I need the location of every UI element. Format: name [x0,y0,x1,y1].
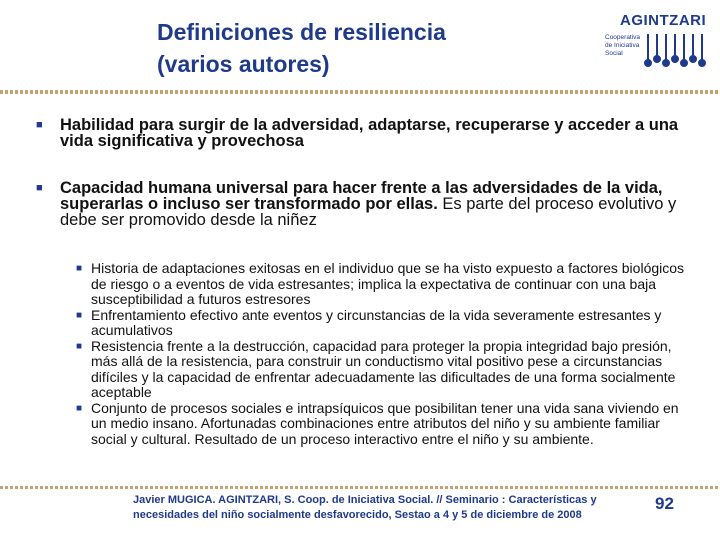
footer-citation: Javier MUGICA. AGINTZARI, S. Coop. de Iniciativa Social. // Seminario : Características y necesidades del niño socialmente desfavorecido, Sestao a 4 y 5 de diciembre de 2008 [133,494,597,521]
logo-name: AGINTZARI [620,12,707,29]
square-bullet-icon: ■ [36,119,43,131]
agintzari-logo [600,10,710,82]
logo-figures-icon [644,30,706,70]
square-bullet-icon: ■ [76,263,83,274]
slide-title [157,16,577,80]
definition-bullet-1 [36,117,686,149]
slide-title-line1: Definiciones de resiliencia [157,19,446,45]
sub-definition-item [76,339,696,401]
title-divider [0,90,720,94]
sub-definition-text: Resistencia frente a la destrucción, capacidad para proteger la propia integridad bajo presión, más allá de la resistencia, para construir un conductismo vital positivo pese a circunstancias difíciles y la capacidad de enfrentar adecuadamente las dificultades de una forma socialmente aceptable [91,337,676,400]
sub-definition-text: Historia de adaptaciones exitosas en el individuo que se ha visto expuesto a factores biológicos de riesgo o a eventos de vida estresantes; implica la expectativa de continuar con una baja susceptibilidad a futuros estresores [91,260,685,307]
definition-1-text: Habilidad para surgir de la adversidad, adaptarse, recuperarse y acceder a una vida significativa y provechosa [60,116,679,150]
page-number: 92 [655,494,674,513]
sub-definition-text: Enfrentamiento efectivo ante eventos y circunstancias de la vida severamente estresantes y acumulativos [91,306,662,338]
square-bullet-icon: ■ [76,309,83,321]
logo-subtitle-line2: de Iniciativa [605,42,640,49]
square-bullet-icon: ■ [36,182,43,194]
sub-definition-text: Conjunto de procesos sociales e intrapsíquicos que posibilitan tener una vida sana viviendo en un medio insano. Afortunadas combinaciones entre atributos del niño y su ambiente familiar social y cultural. Resultado de un proceso interactivo entre el niño y su ambiente. [91,399,679,447]
logo-subtitle [605,34,645,58]
square-bullet-icon: ■ [76,402,83,414]
footer-divider [0,486,720,489]
logo-subtitle-line3: Social [605,50,623,57]
slide-title-line2: (varios autores) [157,51,330,77]
logo-subtitle-line1: Cooperativa [605,34,641,41]
sub-definition-item [76,308,696,339]
definition-2-normal-text: Es parte del proceso evolutivo y debe ser promovido desde la niñez [60,195,677,229]
sub-definition-list [76,261,696,447]
sub-definition-item [76,261,696,308]
sub-definition-item [76,401,696,448]
definition-bullet-2 [36,180,686,228]
square-bullet-icon: ■ [76,340,83,352]
definition-2-bold-text: Capacidad humana universal para hacer frente a las adversidades de la vida, superarlas o incluso ser transformado por ellas. [60,179,663,213]
